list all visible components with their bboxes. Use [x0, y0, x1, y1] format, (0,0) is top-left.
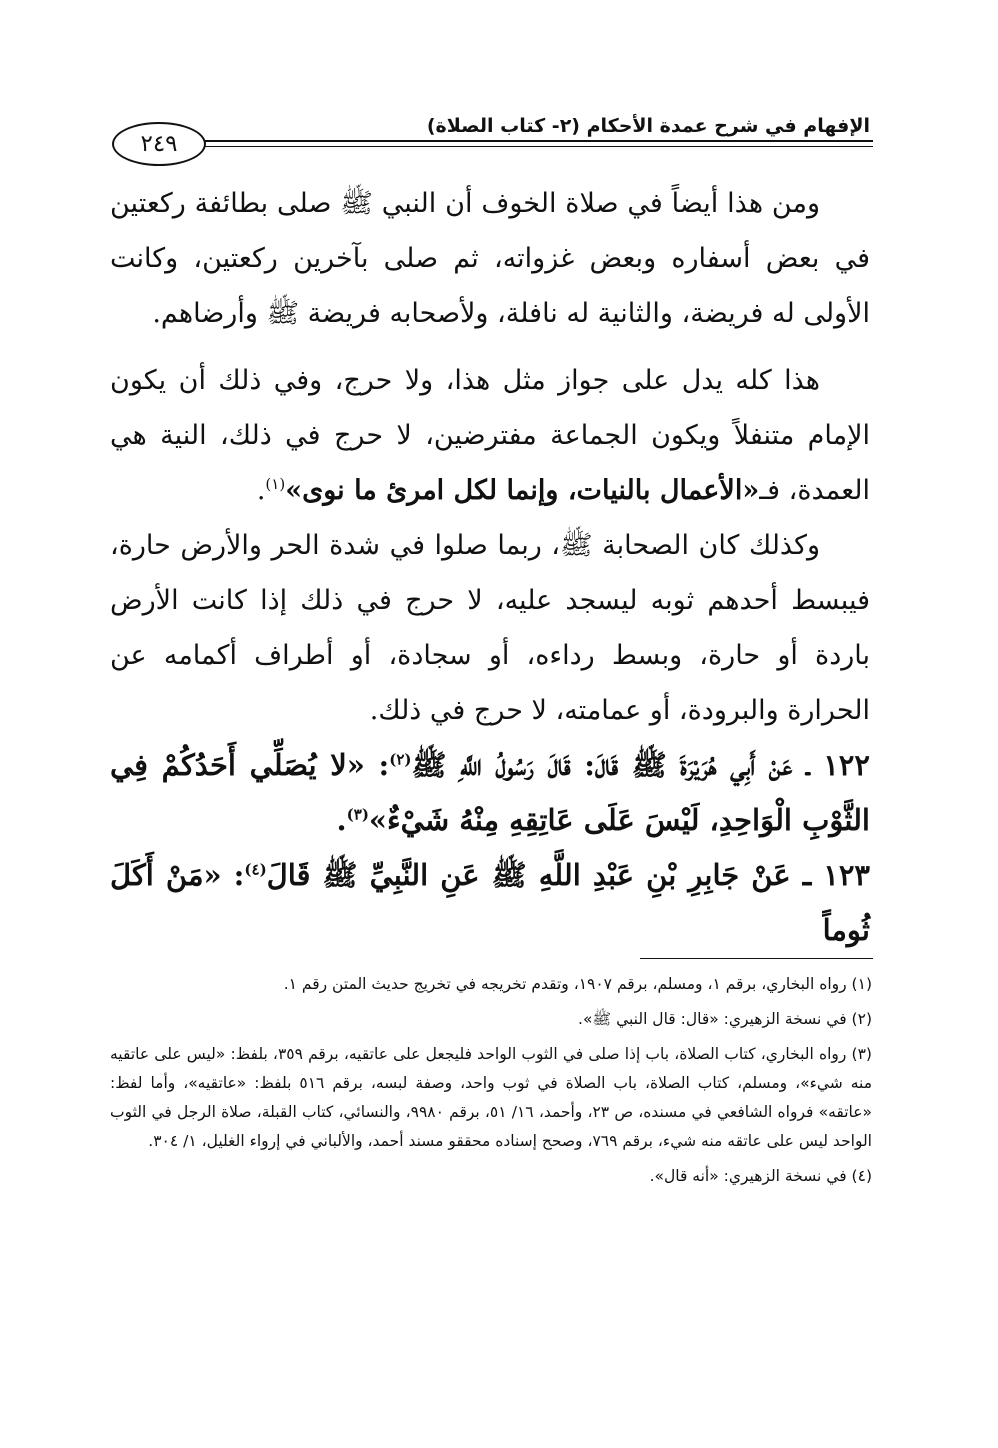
- hadith-number-122: ١٢٢: [823, 748, 870, 782]
- footnote-ref-3: (٣): [346, 805, 369, 824]
- body-text: [110, 176, 870, 958]
- quoted-hadith-intentions: «الأعمال بالنيات، وإنما لكل امرئ ما نوى»: [285, 475, 760, 506]
- footnote-ref-1: (١): [265, 475, 286, 493]
- footnote-ref-2: (٢): [389, 750, 412, 769]
- hadith-122-intro: ـ عَنْ أَبِي هُرَيْرَةَ ﷺ قَالَ: قَالَ رَسُولُ اللَّهِ ﷺ: [411, 748, 810, 782]
- hadith-123-text: : «مَنْ أَكَلَ ثُوماً: [110, 858, 870, 947]
- hadith-123: [110, 848, 870, 958]
- hadith-122-end: .: [336, 803, 347, 837]
- header-rule: [205, 140, 873, 142]
- footnote-ref-4: (٤): [244, 860, 267, 879]
- paragraph-end: .: [256, 475, 266, 506]
- paragraph-fear-prayer: ومن هذا أيضاً في صلاة الخوف أن النبي ﷺ صلى بطائفة ركعتين في بعض أسفاره وبعض غزواته، ثم صلى بآخرين ركعتين، وكانت الأولى له فريضة، والثانية له نافلة، ولأصحابه فريضة ﷺ وأرضاهم.: [110, 188, 870, 329]
- paragraph-companions: وكذلك كان الصحابة ﷺ، ربما صلوا في شدة الحر والأرض حارة، فيبسط أحدهم ثوبه ليسجد عليه، لا حرج في ذلك إذا كانت الأرض باردة أو حارة، وبسط رداءه، أو سجادة، أو أطراف أكمامه عن الحرارة والبرودة، أو عمامته، لا حرج في ذلك.: [110, 530, 870, 726]
- hadith-122-text: «لا يُصَلِّي أَحَدُكُمْ فِي الثَّوْبِ الْوَاحِدِ، لَيْسَ عَلَى عَاتِقِهِ مِنْهُ شَيْءٌ»: [110, 748, 870, 837]
- footnote-separator: [640, 958, 873, 959]
- hadith-123-intro: ـ عَنْ جَابِرِ بْنِ عَبْدِ اللَّهِ ﷺ عَنِ النَّبِيِّ ﷺ قَالَ: [266, 858, 812, 892]
- page-number: ٢٤٩: [112, 122, 206, 166]
- header-rule-thin: [205, 146, 873, 147]
- footnote-1: (١) رواه البخاري، برقم ١، ومسلم، برقم ١٩٠٧، وتقدم تخريجه في تخريج حديث المتن رقم ١.: [283, 975, 872, 993]
- hadith-122-colon: :: [378, 748, 390, 782]
- footnote-4: (٤) في نسخة الزهيري: «أنه قال».: [649, 1167, 872, 1185]
- paragraph-intention: [110, 353, 870, 518]
- running-title: الإفهام في شرح عمدة الأحكام (٢- كتاب الصلاة): [426, 115, 870, 137]
- hadith-122: [110, 738, 870, 848]
- footnotes: [110, 970, 872, 1197]
- hadith-number-123: ١٢٣: [823, 858, 870, 892]
- footnote-3: (٣) رواه البخاري، كتاب الصلاة، باب إذا صلى في الثوب الواحد فليجعل على عاتقيه، برقم ٣٥٩، بلفظ: «ليس على عاتقيه منه شيء»، ومسلم، كتاب الصلاة، باب الصلاة في ثوب واحد، وصفة لبسه، برقم ٥١٦ بلفظ: «عاتقيه»، وأما لفظ: «عاتقه» فرواه الشافعي في مسنده، ص ٢٣، وأحمد، ١٦/ ٥١، برقم ٩٩٨٠، والنسائي، كتاب القبلة، صلاة الرجل في الثوب الواحد ليس على عاتقه منه شيء، برقم ٧٦٩، وصحح إسناده محققو مسند أحمد، والألباني في إرواء الغليل، ١/ ٣٠٤.: [110, 1045, 873, 1150]
- paragraph-intention-text: هذا كله يدل على جواز مثل هذا، ولا حرج، وفي ذلك أن يكون الإمام متنفلاً ويكون الجماعة مفترضين، لا حرج في ذلك، النية هي العمدة، فـ: [110, 365, 870, 506]
- footnote-2: (٢) في نسخة الزهيري: «قال: قال النبي ﷺ».: [578, 1010, 872, 1028]
